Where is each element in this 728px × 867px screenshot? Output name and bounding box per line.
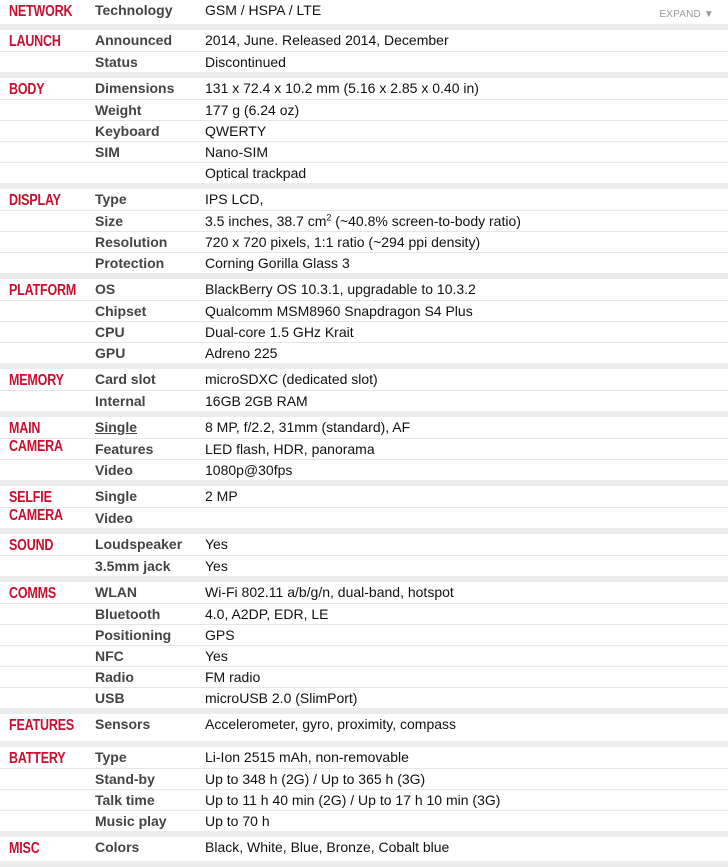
spec-row	[0, 342, 728, 363]
spec-row	[0, 666, 728, 687]
spec-label: Bluetooth	[95, 606, 161, 622]
spec-row	[0, 99, 728, 120]
spec-row	[0, 438, 728, 459]
spec-label: Type	[95, 749, 127, 765]
section-title[interactable]: MEMORY	[9, 372, 64, 389]
spec-value: Black, White, Blue, Bronze, Cobalt blue	[205, 839, 450, 855]
spec-label: Weight	[95, 102, 142, 118]
spec-value: Yes	[205, 648, 228, 664]
spec-value: Qualcomm MSM8960 Snapdragon S4 Plus	[205, 303, 473, 319]
spec-label: Music play	[95, 813, 167, 829]
spec-row	[0, 78, 728, 99]
spec-value: Yes	[205, 536, 228, 552]
spec-label: Video	[95, 462, 133, 478]
spec-label: Features	[95, 441, 154, 457]
spec-row	[0, 189, 728, 210]
spec-row	[0, 162, 728, 183]
section-title[interactable]: FEATURES	[9, 717, 75, 734]
spec-label: Technology	[95, 2, 173, 18]
spec-value: 720 x 720 pixels, 1:1 ratio (~294 ppi density)	[205, 234, 481, 250]
spec-label: GPU	[95, 345, 126, 361]
section-title[interactable]: MISC	[9, 840, 40, 857]
spec-label[interactable]: Single	[95, 419, 138, 435]
spec-row	[0, 837, 728, 858]
spec-label: Talk time	[95, 792, 155, 808]
spec-value: microUSB 2.0 (SlimPort)	[205, 690, 358, 706]
spec-label: Keyboard	[95, 123, 160, 139]
spec-row	[0, 507, 728, 528]
spec-row	[0, 321, 728, 342]
spec-row	[0, 30, 728, 51]
spec-value: Accelerometer, gyro, proximity, compass	[205, 716, 457, 732]
spec-value: Dual-core 1.5 GHz Krait	[205, 324, 354, 340]
spec-row	[0, 300, 728, 321]
spec-value: 1080p@30fps	[205, 462, 293, 478]
spec-label: Resolution	[95, 234, 168, 250]
spec-section-features	[0, 714, 728, 747]
spec-row	[0, 687, 728, 708]
spec-label: Sensors	[95, 716, 151, 732]
spec-row	[0, 714, 728, 741]
spec-value: Up to 348 h (2G) / Up to 365 h (3G)	[205, 771, 426, 787]
spec-value: QWERTY	[205, 123, 267, 139]
section-title[interactable]: NETWORK	[9, 3, 73, 20]
spec-row	[0, 141, 728, 162]
spec-value: Optical trackpad	[205, 165, 307, 181]
spec-label: USB	[95, 690, 125, 706]
section-title[interactable]: SOUND	[9, 537, 54, 554]
spec-label: CPU	[95, 324, 125, 340]
spec-value: GSM / HSPA / LTE	[205, 2, 322, 18]
spec-value: Adreno 225	[205, 345, 278, 361]
spec-value-text: (~40.8% screen-to-body ratio)	[331, 213, 521, 229]
spec-value: BlackBerry OS 10.3.1, upgradable to 10.3.2	[205, 281, 476, 297]
spec-value: Li-Ion 2515 mAh, non-removable	[205, 749, 409, 765]
section-title[interactable]: MAIN CAMERA	[9, 420, 63, 455]
spec-label: Announced	[95, 32, 172, 48]
section-title[interactable]: COMMS	[9, 585, 57, 602]
spec-row	[0, 810, 728, 831]
spec-label: NFC	[95, 648, 124, 664]
spec-value: LED flash, HDR, panorama	[205, 441, 375, 457]
spec-value: microSDXC (dedicated slot)	[205, 371, 378, 387]
spec-row	[0, 0, 728, 21]
spec-section-launch	[0, 30, 728, 78]
spec-row	[0, 789, 728, 810]
spec-row	[0, 603, 728, 624]
spec-value: Nano-SIM	[205, 144, 269, 160]
spec-row	[0, 534, 728, 555]
spec-row	[0, 252, 728, 273]
spec-row	[0, 768, 728, 789]
section-title[interactable]: DISPLAY	[9, 192, 61, 209]
spec-row	[0, 459, 728, 480]
spec-row	[0, 555, 728, 576]
spec-value: 4.0, A2DP, EDR, LE	[205, 606, 329, 622]
section-title[interactable]: LAUNCH	[9, 33, 61, 50]
spec-section-sound	[0, 534, 728, 582]
spec-value: Discontinued	[205, 54, 286, 70]
spec-value: Corning Gorilla Glass 3	[205, 255, 350, 271]
spec-row	[0, 231, 728, 252]
spec-value: GPS	[205, 627, 235, 643]
spec-section-display	[0, 189, 728, 279]
spec-row	[0, 582, 728, 603]
section-title[interactable]: SELFIE CAMERA	[9, 489, 63, 524]
spec-section-platform	[0, 279, 728, 369]
spec-section-battery	[0, 747, 728, 837]
spec-label: Video	[95, 510, 133, 526]
spec-row	[0, 417, 728, 438]
spec-label: Card slot	[95, 371, 156, 387]
spec-value: Yes	[205, 558, 228, 574]
expand-toggle[interactable]: EXPAND ▼	[659, 9, 714, 20]
spec-value: 16GB 2GB RAM	[205, 393, 308, 409]
spec-label: Chipset	[95, 303, 147, 319]
spec-row	[0, 486, 728, 507]
spec-label: OS	[95, 281, 116, 297]
spec-label: Type	[95, 191, 127, 207]
spec-label: Positioning	[95, 627, 172, 643]
spec-value: Up to 70 h	[205, 813, 270, 829]
spec-label: Dimensions	[95, 80, 175, 96]
spec-row	[0, 51, 728, 72]
spec-row	[0, 210, 728, 231]
spec-value-text: 3.5 inches, 38.7 cm	[205, 213, 327, 229]
spec-section-network	[0, 0, 728, 30]
spec-label: Radio	[95, 669, 134, 685]
spec-value	[205, 213, 521, 230]
spec-row	[0, 120, 728, 141]
spec-section-main-camera	[0, 417, 728, 486]
spec-row	[0, 369, 728, 390]
spec-label: Protection	[95, 255, 165, 271]
spec-value: 131 x 72.4 x 10.2 mm (5.16 x 2.85 x 0.40 in)	[205, 80, 479, 96]
spec-value: IPS LCD,	[205, 191, 264, 207]
spec-value: Up to 11 h 40 min (2G) / Up to 17 h 10 min (3G)	[205, 792, 501, 808]
section-title[interactable]: BATTERY	[9, 750, 66, 767]
spec-label: Size	[95, 213, 124, 229]
spec-label: Loudspeaker	[95, 536, 183, 552]
section-title[interactable]: PLATFORM	[9, 282, 77, 299]
spec-label: Single	[95, 488, 138, 504]
superscript: 2	[326, 212, 332, 223]
spec-row	[0, 390, 728, 411]
section-title[interactable]: BODY	[9, 81, 45, 98]
spec-section-comms	[0, 582, 728, 714]
spec-row	[0, 645, 728, 666]
spec-label: SIM	[95, 144, 120, 160]
spec-section-misc	[0, 837, 728, 867]
spec-value: 177 g (6.24 oz)	[205, 102, 300, 118]
spec-section-body	[0, 78, 728, 189]
spec-value: FM radio	[205, 669, 261, 685]
spec-row	[0, 747, 728, 768]
spec-label: WLAN	[95, 584, 137, 600]
spec-row	[0, 279, 728, 300]
spec-value: Wi-Fi 802.11 a/b/g/n, dual-band, hotspot	[205, 584, 454, 600]
spec-label: Status	[95, 54, 138, 70]
spec-value: 2 MP	[205, 488, 238, 504]
spec-label: Colors	[95, 839, 140, 855]
spec-label: 3.5mm jack	[95, 558, 171, 574]
spec-value: 2014, June. Released 2014, December	[205, 32, 449, 48]
spec-label: Internal	[95, 393, 146, 409]
spec-value: 8 MP, f/2.2, 31mm (standard), AF	[205, 419, 411, 435]
spec-section-memory	[0, 369, 728, 417]
spec-label: Stand-by	[95, 771, 155, 787]
spec-row	[0, 624, 728, 645]
spec-section-selfie-camera	[0, 486, 728, 534]
